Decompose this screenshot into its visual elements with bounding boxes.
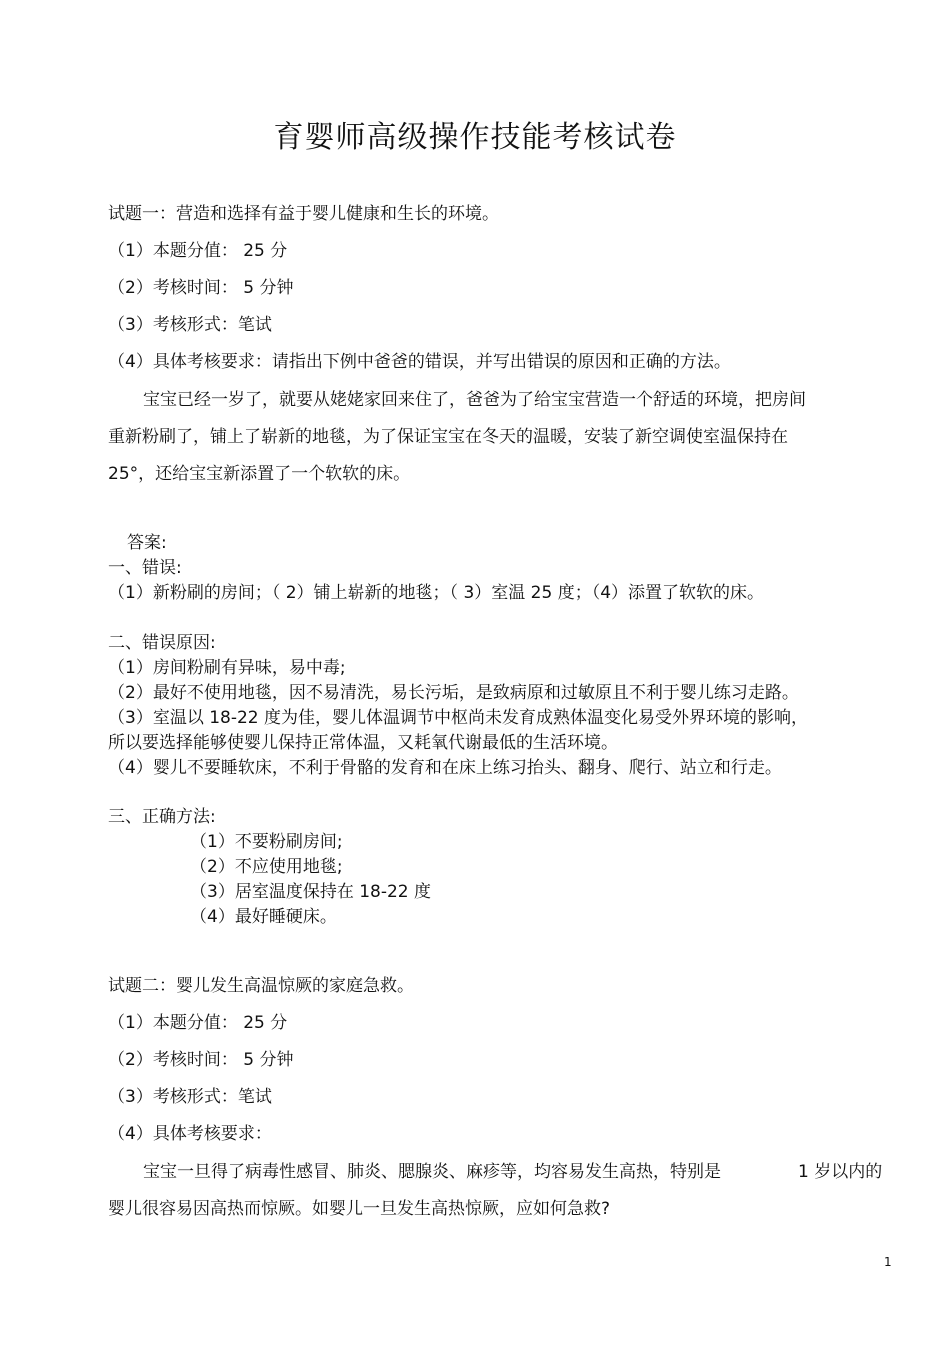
question-1-time: （2）考核时间： 5 分钟 — [108, 278, 294, 298]
page-number: 1 — [884, 1255, 892, 1269]
reasons-heading: 二、错误原因: — [108, 633, 216, 653]
answer-label: 答案: — [127, 533, 167, 553]
question-1-format: （3）考核形式：笔试 — [108, 315, 272, 335]
method-item: （3）居室温度保持在 18-22 度 — [190, 882, 432, 902]
method-item: （2）不应使用地毯; — [190, 857, 343, 877]
question-1-requirement: （4）具体考核要求：请指出下例中爸爸的错误，并写出错误的原因和正确的方法。 — [108, 352, 731, 372]
question-2-scenario-line: 宝宝一旦得了病毒性感冒、肺炎、腮腺炎、麻疹等，均容易发生高热，特别是 — [143, 1162, 721, 1182]
method-item: （4）最好睡硬床。 — [190, 907, 337, 927]
question-1-scenario-line: 宝宝已经一岁了，就要从姥姥家回来住了，爸爸为了给宝宝营造一个舒适的环境，把房间 — [143, 390, 806, 410]
reason-item: 所以要选择能够使婴儿保持正常体温，又耗氧代谢最低的生活环境。 — [108, 733, 618, 753]
question-1-scenario-line: 25°，还给宝宝新添置了一个软软的床。 — [108, 464, 411, 484]
question-2-time: （2）考核时间： 5 分钟 — [108, 1050, 294, 1070]
question-2-scenario-line: 婴儿很容易因高热而惊厥。如婴儿一旦发生高热惊厥，应如何急救? — [108, 1199, 611, 1219]
question-2-score: （1）本题分值： 25 分 — [108, 1013, 288, 1033]
page-title: 育婴师高级操作技能考核试卷 — [273, 120, 677, 155]
question-1-scenario-line: 重新粉刷了，铺上了崭新的地毯，为了保证宝宝在冬天的温暖，安装了新空调使室温保持在 — [108, 427, 788, 447]
question-1-heading: 试题一：营造和选择有益于婴儿健康和生长的环境。 — [108, 204, 499, 224]
question-2-scenario-age: 1 岁以内的 — [798, 1162, 883, 1182]
question-1-score: （1）本题分值： 25 分 — [108, 241, 288, 261]
reason-item: （2）最好不使用地毯，因不易清洗，易长污垢，是致病原和过敏原且不利于婴儿练习走路。 — [108, 683, 799, 703]
errors-list: （1）新粉刷的房间；（ 2）铺上崭新的地毯；（ 3）室温 25 度；（4）添置了软软的床。 — [108, 583, 765, 603]
reason-item: （3）室温以 18-22 度为佳，婴儿体温调节中枢尚未发育成熟体温变化易受外界环境的影响， — [108, 708, 809, 728]
errors-heading: 一、错误: — [108, 558, 182, 578]
reason-item: （4）婴儿不要睡软床，不利于骨骼的发育和在床上练习抬头、翻身、爬行、站立和行走。 — [108, 758, 782, 778]
question-2-requirement: （4）具体考核要求： — [108, 1124, 272, 1144]
question-2-format: （3）考核形式：笔试 — [108, 1087, 272, 1107]
question-2-heading: 试题二：婴儿发生高温惊厥的家庭急救。 — [108, 976, 414, 996]
reason-item: （1）房间粉刷有异味，易中毒; — [108, 658, 346, 678]
method-item: （1）不要粉刷房间; — [190, 832, 343, 852]
methods-heading: 三、正确方法: — [108, 807, 216, 827]
